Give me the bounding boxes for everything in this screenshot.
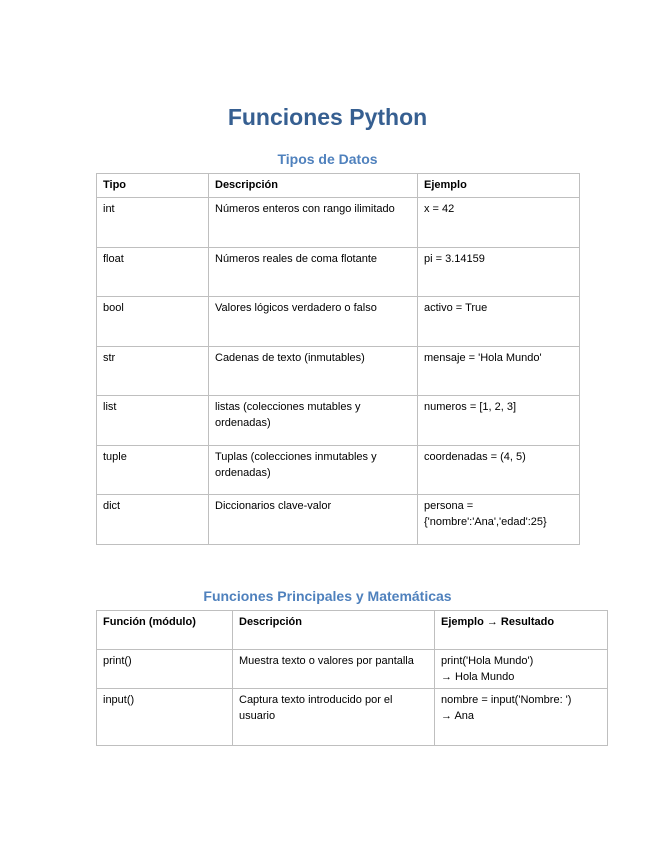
table-row [97,396,580,446]
table-header-row [97,174,580,198]
example-cell: x = 42 [418,198,580,248]
description-cell: Cadenas de texto (inmutables) [209,347,418,396]
function-cell: input() [97,689,233,746]
type-cell: tuple [97,446,209,495]
type-cell: float [97,248,209,297]
table-row [97,446,580,495]
example-cell: activo = True [418,297,580,347]
description-cell: Diccionarios clave-valor [209,495,418,545]
description-cell: Valores lógicos verdadero o falso [209,297,418,347]
example-cell: nombre = input('Nombre: ') → Ana [435,689,608,746]
table-row [97,347,580,396]
column-header: Descripción [233,611,435,650]
table-header-row [97,611,608,650]
description-cell: Muestra texto o valores por pantalla [233,650,435,689]
table-row [97,650,608,689]
column-header: Función (módulo) [97,611,233,650]
types-table [96,173,580,545]
table-row [97,297,580,347]
description-cell: Tuplas (colecciones inmutables y ordenadas) [209,446,418,495]
table-row [97,495,580,545]
column-header: Ejemplo → Resultado [435,611,608,650]
description-cell: Números reales de coma flotante [209,248,418,297]
column-header: Descripción [209,174,418,198]
type-cell: list [97,396,209,446]
example-cell: pi = 3.14159 [418,248,580,297]
example-cell: mensaje = 'Hola Mundo' [418,347,580,396]
function-cell: print() [97,650,233,689]
description-cell: Números enteros con rango ilimitado [209,198,418,248]
description-cell: listas (colecciones mutables y ordenadas) [209,396,418,446]
example-cell: coordenadas = (4, 5) [418,446,580,495]
example-cell: print('Hola Mundo') → Hola Mundo [435,650,608,689]
example-cell: numeros = [1, 2, 3] [418,396,580,446]
type-cell: dict [97,495,209,545]
functions-table [96,610,608,746]
page-title: Funciones Python [227,104,428,130]
column-header: Tipo [97,174,209,198]
functions-section-title: Funciones Principales y Matemáticas [203,588,452,604]
table-row [97,248,580,297]
column-header: Ejemplo [418,174,580,198]
type-cell: str [97,347,209,396]
type-cell: bool [97,297,209,347]
example-cell: persona = {'nombre':'Ana','edad':25} [418,495,580,545]
type-cell: int [97,198,209,248]
table-row [97,689,608,746]
types-section-title: Tipos de Datos [277,151,378,167]
description-cell: Captura texto introducido por el usuario [233,689,435,746]
table-row [97,198,580,248]
